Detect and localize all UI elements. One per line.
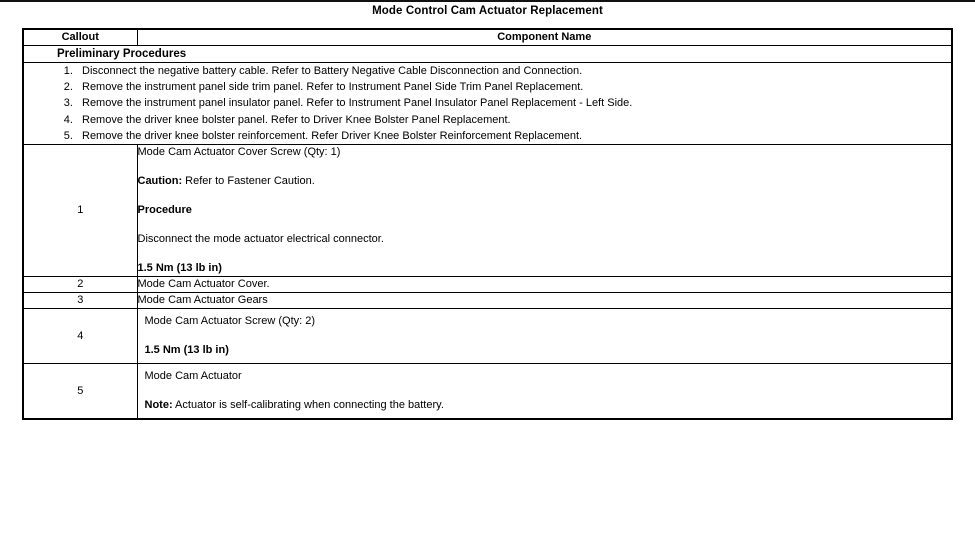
caution-label: Caution: <box>137 175 183 188</box>
torque-spec <box>138 261 952 276</box>
component-name-text: Mode Cam Actuator Cover. <box>137 278 270 291</box>
list-item: 5. Remove the driver knee bolster reinforcement. Refer Driver Knee Bolster Reinforcement Replacement. <box>76 128 951 144</box>
note-text: Actuator is self-calibrating when connecting the battery. <box>172 399 444 412</box>
list-item: 2. Remove the instrument panel side trim panel. Refer to Instrument Panel Side Trim Panel Replacement. <box>76 79 951 95</box>
column-header-component-name: Component Name <box>137 29 952 46</box>
preliminary-procedures-cell <box>23 46 952 63</box>
callout-number: 2 <box>23 277 137 293</box>
callout-number: 1 <box>23 145 137 277</box>
preliminary-steps-list <box>24 63 951 144</box>
table-header <box>23 29 952 46</box>
list-item: 3. Remove the instrument panel insulator panel. Refer to Instrument Panel Insulator Panel Replacement - Left Side. <box>76 95 951 111</box>
callout-number: 4 <box>23 309 137 364</box>
component-description <box>137 309 952 364</box>
procedure-heading <box>138 203 952 218</box>
component-name-text: Mode Cam Actuator Screw (Qty: 2) <box>144 315 316 328</box>
table-row <box>23 364 952 420</box>
procedure-table-container <box>22 28 953 420</box>
procedure-table <box>22 28 953 420</box>
component-description <box>137 293 952 309</box>
callout-number: 3 <box>23 293 137 309</box>
caution-text: Refer to Fastener Caution. <box>182 175 315 188</box>
table-row <box>23 277 952 293</box>
top-scan-rule <box>0 0 975 2</box>
column-header-callout: Callout <box>23 29 137 46</box>
procedure-label: Procedure <box>137 204 192 217</box>
note-line <box>145 398 952 413</box>
table-row <box>23 293 952 309</box>
note-label: Note: <box>144 399 173 412</box>
torque-value: 1.5 Nm (13 lb in) <box>137 262 222 275</box>
caution-line <box>138 174 952 189</box>
list-item: 4. Remove the driver knee bolster panel. Refer to Driver Knee Bolster Panel Replacement. <box>76 112 951 128</box>
list-item: 1. Disconnect the negative battery cable. Refer to Battery Negative Cable Disconnection and Connection. <box>76 63 951 79</box>
preliminary-list-row <box>23 63 952 145</box>
procedure-text: Disconnect the mode actuator electrical connector. <box>137 233 384 246</box>
table-row <box>23 309 952 364</box>
component-description <box>137 364 952 420</box>
component-description <box>137 277 952 293</box>
preliminary-steps-cell <box>23 63 952 145</box>
callout-number: 5 <box>23 364 137 420</box>
preliminary-procedures-title: Preliminary Procedures <box>57 48 187 60</box>
component-name-text: Mode Cam Actuator Cover Screw (Qty: 1) <box>137 146 341 159</box>
table-body <box>23 46 952 420</box>
torque-value: 1.5 Nm (13 lb in) <box>144 344 229 357</box>
table-row <box>23 145 952 277</box>
preliminary-title-row <box>23 46 952 63</box>
component-name-text: Mode Cam Actuator Gears <box>137 294 268 307</box>
header-row <box>23 29 952 46</box>
component-name-text: Mode Cam Actuator <box>144 370 242 383</box>
component-description <box>137 145 952 277</box>
page-title: Mode Control Cam Actuator Replacement <box>372 5 603 17</box>
torque-spec <box>145 343 952 358</box>
